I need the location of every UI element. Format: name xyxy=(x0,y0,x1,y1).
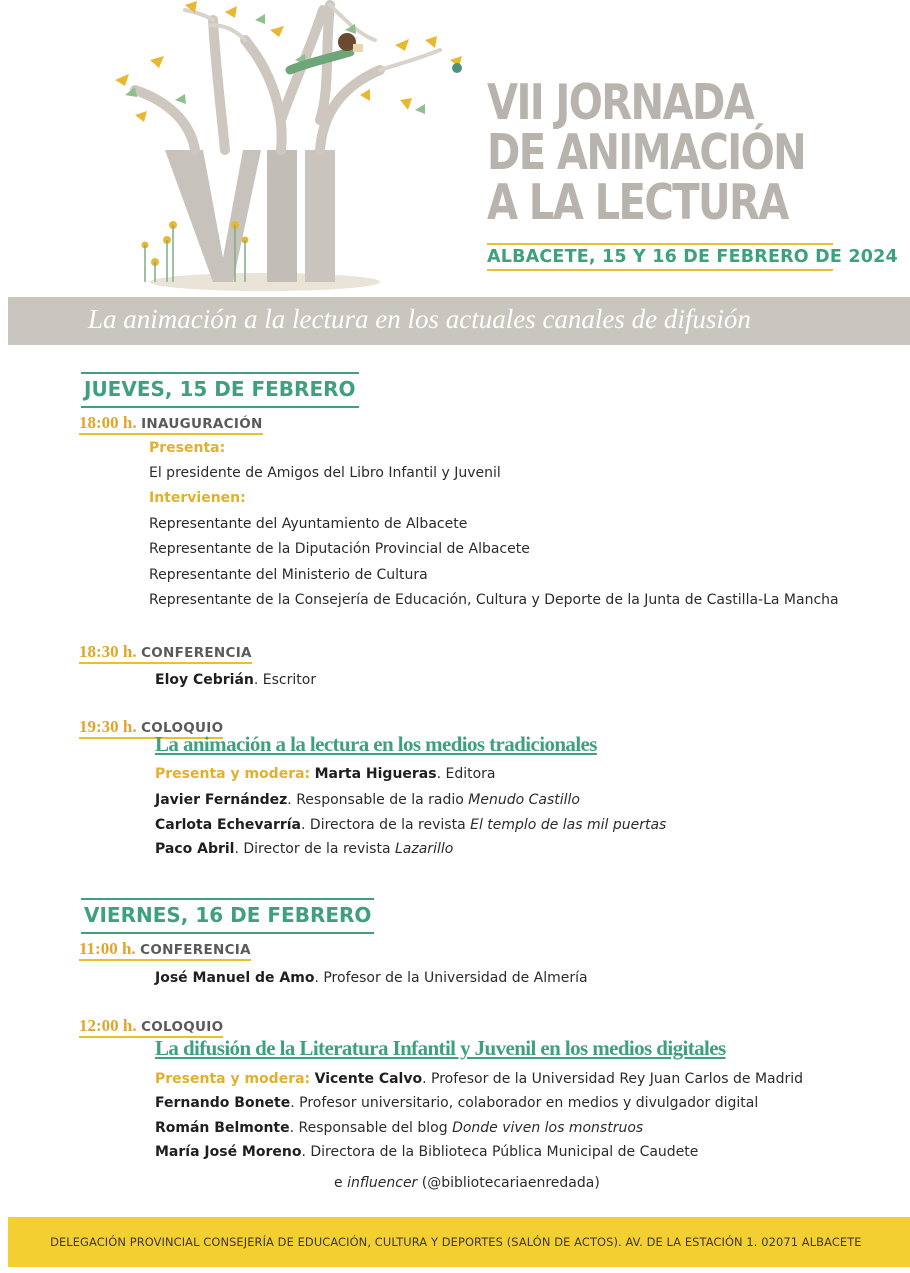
speaker-line xyxy=(155,817,666,833)
speaker-desc: . Responsable de la radio xyxy=(287,792,469,808)
speaker-line xyxy=(155,841,453,857)
slot-time: 12:00 h. xyxy=(79,1016,137,1035)
speaker-media: Donde viven los monstruos xyxy=(452,1120,644,1136)
speaker-desc: . Director de la revista xyxy=(234,841,395,857)
speaker-desc: . Escritor xyxy=(253,672,317,688)
speaker-desc: . Profesor universitario, colaborador en medios y divulgador digital xyxy=(290,1095,759,1111)
day-heading-friday: VIERNES, 16 DE FEBRERO xyxy=(81,898,374,934)
speaker-desc: . Profesor de la Universidad Rey Juan Carlos de Madrid xyxy=(422,1071,804,1087)
event-title-line-3: A LA LECTURA xyxy=(487,174,788,231)
continued-handle: (@bibliotecariaenredada) xyxy=(417,1175,600,1191)
speaker-line xyxy=(155,970,588,986)
slot-time: 18:00 h. xyxy=(79,413,137,432)
slot-time: 18:30 h. xyxy=(79,642,137,661)
event-title-line-2: DE ANIMACIÓN xyxy=(487,124,806,181)
speaker-line: Representante del Ayuntamiento de Albacete xyxy=(149,516,468,532)
venue-address: DELEGACIÓN PROVINCIAL CONSEJERÍA DE EDUCACIÓN, CULTURA Y DEPORTES (SALÓN DE ACTOS). AV. DE LA ESTACIÓN 1. 02071 ALBACETE xyxy=(50,1235,862,1249)
speaker-name: Eloy Cebrián xyxy=(155,672,254,688)
speaker-name: Vicente Calvo xyxy=(314,1071,423,1087)
slot-type: CONFERENCIA xyxy=(141,645,252,661)
speaker-line xyxy=(155,672,316,688)
speaker-desc: . Responsable del blog xyxy=(289,1120,453,1136)
speaker-media: Menudo Castillo xyxy=(468,792,580,808)
speaker-name: Fernando Bonete xyxy=(155,1095,291,1111)
event-title-line-1: VII JORNADA xyxy=(487,74,754,131)
slot-conferencia-2 xyxy=(79,939,251,961)
speaker-line: Representante de la Consejería de Educación, Cultura y Deporte de la Junta de Castilla-La Mancha xyxy=(149,592,839,608)
intervienen-label: Intervienen: xyxy=(149,490,246,506)
tree-illustration xyxy=(95,0,475,295)
slot-time: 11:00 h. xyxy=(79,939,136,958)
modera-label: Presenta y modera: xyxy=(155,766,311,782)
coloquio-title: La animación a la lectura en los medios tradicionales xyxy=(155,732,597,756)
slot-type: COLOQUIO xyxy=(141,1019,224,1035)
speaker-desc: . Directora de la Biblioteca Pública Municipal de Caudete xyxy=(301,1144,699,1160)
speaker-media: El templo de las mil puertas xyxy=(470,817,667,833)
speaker-line xyxy=(155,1120,643,1136)
continued-text: e xyxy=(334,1175,348,1191)
moderator-line xyxy=(155,1071,803,1087)
speaker-name: María José Moreno xyxy=(155,1144,302,1160)
coloquio-title: La difusión de la Literatura Infantil y Juvenil en los medios digitales xyxy=(155,1036,726,1060)
speaker-media: Lazarillo xyxy=(395,841,454,857)
speaker-line-continued xyxy=(334,1175,600,1191)
speaker-line xyxy=(155,1095,758,1111)
presenta-text: El presidente de Amigos del Libro Infantil y Juvenil xyxy=(149,465,501,481)
continued-italic: influencer xyxy=(347,1175,418,1191)
slot-type: INAUGURACIÓN xyxy=(141,416,263,432)
presenta-label: Presenta: xyxy=(149,440,226,456)
speaker-desc: . Editora xyxy=(436,766,496,782)
slot-time: 19:30 h. xyxy=(79,717,137,736)
event-dates: ALBACETE, 15 Y 16 DE FEBRERO DE 2024 xyxy=(487,243,833,271)
speaker-line xyxy=(155,792,580,808)
slot-type: CONFERENCIA xyxy=(140,942,251,958)
speaker-line: Representante del Ministerio de Cultura xyxy=(149,567,428,583)
day-heading-thursday: JUEVES, 15 DE FEBRERO xyxy=(81,372,359,408)
moderator-line xyxy=(155,766,496,782)
event-subtitle: La animación a la lectura en los actuales canales de difusión xyxy=(88,304,751,334)
speaker-line: Representante de la Diputación Provincial de Albacete xyxy=(149,541,530,557)
speaker-desc: . Directora de la revista xyxy=(301,817,471,833)
speaker-name: Román Belmonte xyxy=(155,1120,290,1136)
speaker-name: Marta Higueras xyxy=(314,766,437,782)
slot-inauguracion xyxy=(79,413,263,435)
speaker-line xyxy=(155,1144,698,1160)
slot-coloquio-2 xyxy=(79,1016,223,1038)
speaker-name: Paco Abril xyxy=(155,841,235,857)
speaker-desc: . Profesor de la Universidad de Almería xyxy=(314,970,588,986)
slot-type: COLOQUIO xyxy=(141,720,224,736)
speaker-name: Carlota Echevarría xyxy=(155,817,302,833)
speaker-name: Javier Fernández xyxy=(155,792,288,808)
modera-label: Presenta y modera: xyxy=(155,1071,311,1087)
speaker-name: José Manuel de Amo xyxy=(155,970,315,986)
slot-conferencia-1 xyxy=(79,642,252,664)
